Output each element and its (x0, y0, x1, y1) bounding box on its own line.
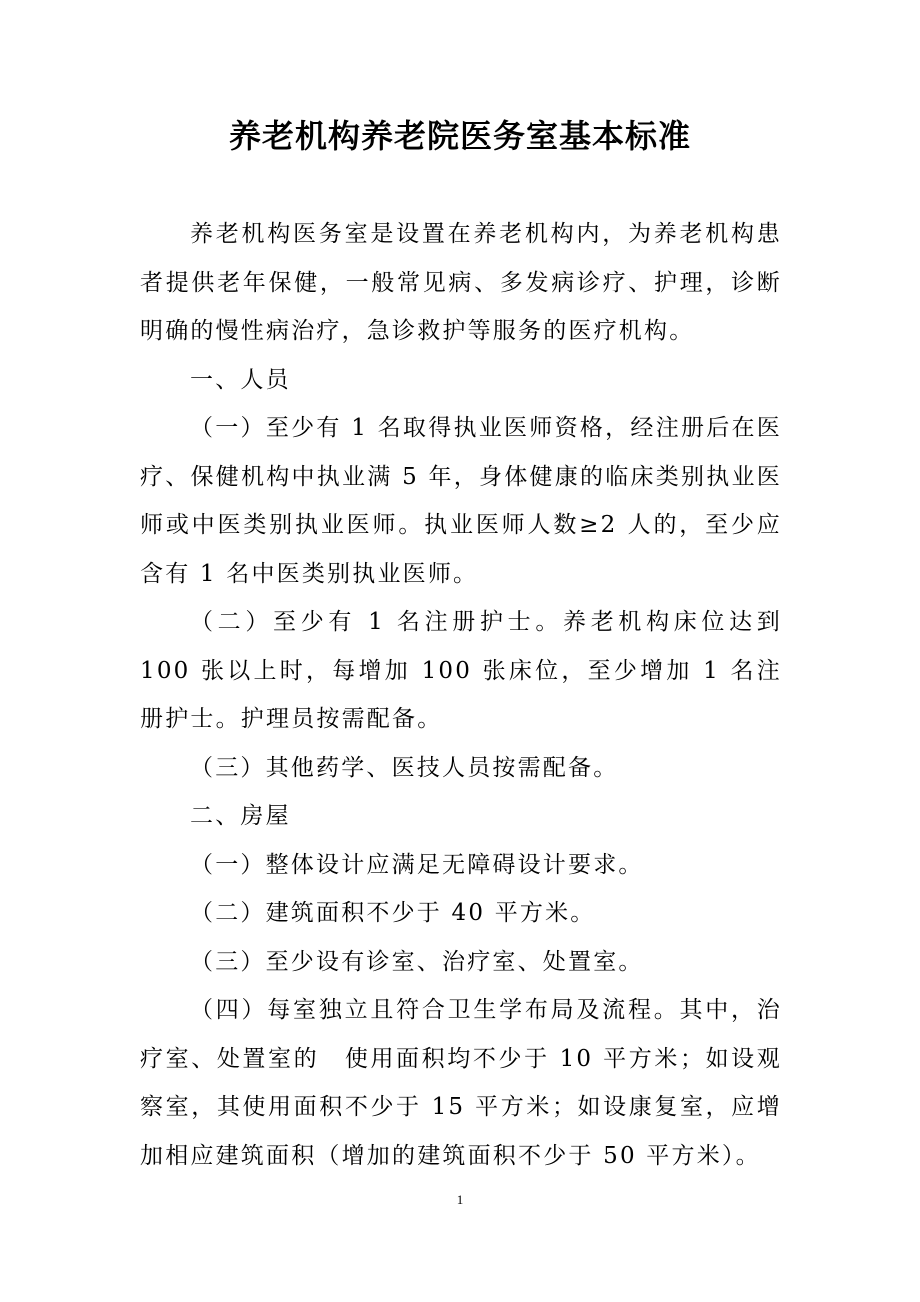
personnel-item-2: （二）至少有 1 名注册护士。养老机构床位达到 100 张以上时，每增加 100 张床位，至少增加 1 名注册护士。护理员按需配备。 (140, 609, 782, 732)
housing-item-4: （四）每室独立且符合卫生学布局及流程。其中，治疗室、处置室的 使用面积均不少于 10 平方米；如设观察室，其使用面积不少于 15 平方米；如设康复室，应增加相应建筑面积（增加的建筑面积不少于 50 平方米）。 (140, 997, 782, 1169)
housing-item-1: （一）整体设计应满足无障碍设计要求。 (190, 851, 644, 878)
section-heading-housing: 二、房屋 (190, 803, 291, 829)
document-body (140, 210, 782, 1180)
housing-item-3: （三）至少设有诊室、治疗室、处置室。 (190, 948, 644, 975)
personnel-item-3: （三）其他药学、医技人员按需配备。 (190, 754, 619, 781)
document-title: 养老机构养老院医务室基本标准 (228, 117, 691, 155)
section-heading-personnel: 一、人员 (190, 366, 291, 393)
personnel-item-1: （一）至少有 1 名取得执业医师资格，经注册后在医疗、保健机构中执业满 5 年，身体健康的临床类别执业医师或中医类别执业医师。执业医师人数≥2 人的，至少应含有 1 名中医类别执业医师。 (140, 415, 782, 587)
page-number: 1 (456, 1192, 464, 1207)
housing-item-2: （二）建筑面积不少于 40 平方米。 (190, 900, 596, 926)
intro-paragraph: 养老机构医务室是设置在养老机构内，为养老机构患者提供老年保健，一般常见病、多发病诊疗、护理，诊断明确的慢性病治疗，急诊救护等服务的医疗机构。 (140, 221, 782, 344)
